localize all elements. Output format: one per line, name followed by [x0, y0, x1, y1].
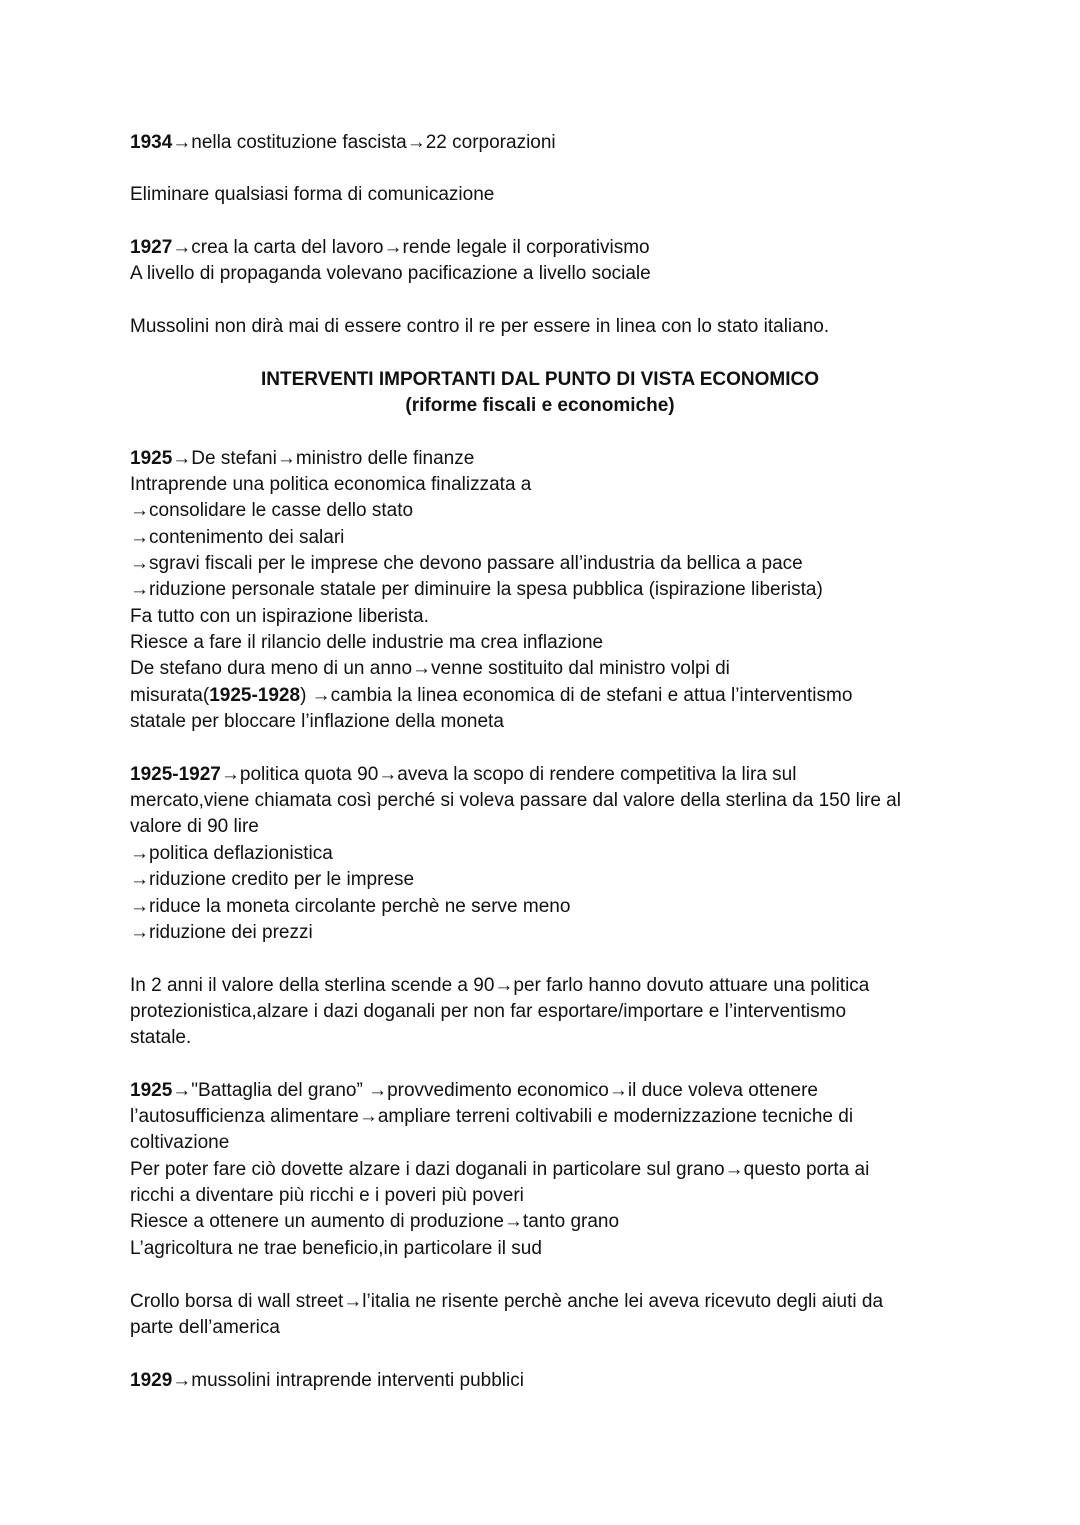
paragraph-line: coltivazione: [130, 1132, 230, 1153]
paragraph-line: Fa tutto con un ispirazione liberista.: [130, 606, 429, 627]
paragraph-text: misurata(: [130, 685, 210, 706]
bullet-item: →contenimento dei salari: [130, 527, 345, 548]
paragraph-line: protezionistica,alzare i dazi doganali per non far esportare/importare e l’interventismo: [130, 1001, 847, 1022]
paragraph-sterling: In 2 anni il valore della sterlina scende a 90→per farlo hanno dovuto attuare una politica: [130, 975, 870, 996]
bullet-item: →riduzione dei prezzi: [130, 922, 313, 943]
paragraph-mussolini-king: Mussolini non dirà mai di essere contro il re per essere in linea con lo stato italiano.: [130, 316, 830, 337]
year-label: 1925: [130, 448, 173, 469]
paragraph-line: Riesce a ottenere un aumento di produzione→tanto grano: [130, 1211, 620, 1232]
bullet-item: →politica deflazionistica: [130, 843, 333, 864]
section-subheading: (riforme fiscali e economiche): [405, 395, 675, 416]
paragraph-text: →"Battaglia del grano” →provvedimento economico→il duce voleva ottenere: [172, 1080, 818, 1101]
paragraph-line: l’autosufficienza alimentare→ampliare terreni coltivabili e modernizzazione tecniche di: [130, 1106, 854, 1127]
paragraph-1927: [130, 235, 650, 261]
year-label: 1927: [130, 237, 173, 258]
paragraph-text: →mussolini intraprende interventi pubblici: [172, 1370, 524, 1391]
paragraph-1925-battaglia-grano: [130, 1078, 818, 1104]
section-heading: INTERVENTI IMPORTANTI DAL PUNTO DI VISTA ECONOMICO: [260, 369, 820, 390]
paragraph-line: statale per bloccare l’inflazione della moneta: [130, 711, 504, 732]
paragraph-line: ricchi a diventare più ricchi e i poveri più poveri: [130, 1185, 524, 1206]
paragraph-text: →nella costituzione fascista→22 corporazioni: [172, 132, 556, 153]
paragraph-text: ) →cambia la linea economica di de stefani e attua l’interventismo: [300, 685, 853, 706]
paragraph-text: →crea la carta del lavoro→rende legale il corporativismo: [172, 237, 650, 258]
paragraph-1934: [130, 130, 556, 156]
paragraph-line: [130, 683, 852, 709]
paragraph-line: L’agricoltura ne trae beneficio,in particolare il sud: [130, 1238, 542, 1259]
paragraph-line: Per poter fare ciò dovette alzare i dazi doganali in particolare sul grano→questo porta ai: [130, 1159, 870, 1180]
paragraph-1925-1927-quota-90: [130, 762, 796, 788]
year-label: 1925-1928: [209, 685, 301, 706]
paragraph-line: valore di 90 lire: [130, 816, 259, 837]
paragraph-line: A livello di propaganda volevano pacificazione a livello sociale: [130, 263, 651, 284]
paragraph-line: statale.: [130, 1027, 192, 1048]
paragraph-line: Riesce a fare il rilancio delle industrie ma crea inflazione: [130, 632, 604, 653]
paragraph-line: parte dell’america: [130, 1317, 280, 1338]
bullet-item: →riduzione credito per le imprese: [130, 869, 415, 890]
paragraph-text: →De stefani→ministro delle finanze: [172, 448, 475, 469]
paragraph-communication: Eliminare qualsiasi forma di comunicazione: [130, 184, 495, 205]
year-label: 1929: [130, 1370, 173, 1391]
year-label: 1934: [130, 132, 173, 153]
bullet-item: →riduce la moneta circolante perchè ne serve meno: [130, 896, 571, 917]
paragraph-wall-street: Crollo borsa di wall street→l’italia ne risente perchè anche lei aveva ricevuto degli aiuti da: [130, 1291, 884, 1312]
paragraph-line: Intraprende una politica economica finalizzata a: [130, 474, 532, 495]
year-label: 1925: [130, 1080, 173, 1101]
paragraph-1925-de-stefani: [130, 446, 474, 472]
paragraph-text: →politica quota 90→aveva la scopo di rendere competitiva la lira sul: [220, 764, 797, 785]
bullet-item: →consolidare le casse dello stato: [130, 500, 414, 521]
year-label: 1925-1927: [130, 764, 221, 785]
bullet-item: →sgravi fiscali per le imprese che devono passare all’industria da bellica a pace: [130, 553, 803, 574]
bullet-item: →riduzione personale statale per diminuire la spesa pubblica (ispirazione liberista): [130, 579, 823, 600]
paragraph-line: mercato,viene chiamata così perché si voleva passare dal valore della sterlina da 150 lire al: [130, 790, 901, 811]
paragraph-1929: [130, 1368, 524, 1394]
paragraph-line: De stefano dura meno di un anno→venne sostituito dal ministro volpi di: [130, 658, 730, 679]
